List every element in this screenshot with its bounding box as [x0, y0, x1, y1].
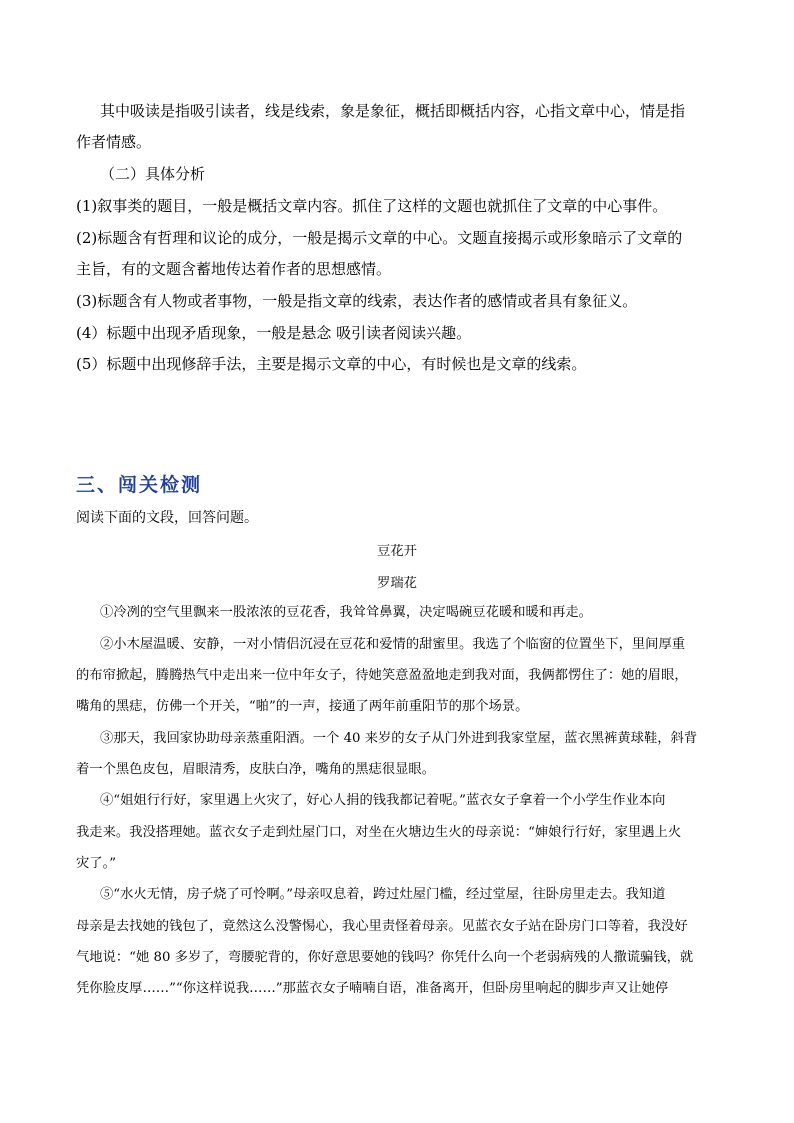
analysis-item-2: (2)标题含有哲理和议论的成分，一般是揭示文章的中心。文题直接揭示或形象暗示了文章的: [76, 229, 683, 247]
story-line: 嘴角的黑痣，仿佛一个开关，“啪”的一声，接通了两年前重阳节的那个场景。: [76, 699, 529, 714]
story-line: 的布帘掀起，腾腾热气中走出来一位中年女子，待她笑意盈盈地走到我对面，我俩都愣住了：她的眉眼，: [76, 668, 688, 683]
analysis-item-5: (5）标题中出现修辞手法，主要是揭示文章的中心，有时候也是文章的线索。: [76, 355, 587, 373]
story-line: ①冷冽的空气里飘来一股浓浓的豆花香，我耸耸鼻翼，决定喝碗豆花暖和暖和再走。: [100, 605, 592, 620]
intro-line-1: 其中吸读是指吸引读者，线是线索，象是象征，概括即概括内容，心指文章中心，情是指: [100, 102, 686, 120]
section-heading: 三、闯关检测: [76, 474, 203, 496]
story-title: 豆花开: [377, 544, 417, 559]
story-line: 着一个黑色皮包，眉眼清秀，皮肤白净，嘴角的黑痣很显眼。: [76, 762, 436, 777]
story-line: 母亲是去找她的钱包了，竟然这么没警惕心，我心里责怪着母亲。见蓝衣女子站在卧房门口等着，我没好: [76, 919, 688, 934]
analysis-item-4: (4）标题中出现矛盾现象，一般是悬念 吸引读者阅读兴趣。: [76, 324, 472, 342]
story-line: ②小木屋温暖、安静，一对小情侣沉浸在豆花和爱情的甜蜜里。我选了个临窗的位置坐下，里间厚重: [100, 637, 686, 652]
story-line: ④“姐姐行行好，家里遇上火灾了，好心人捐的钱我都记着呢。”蓝衣女子拿着一个小学生作业本向: [100, 793, 666, 808]
story-author: 罗瑞花: [377, 576, 417, 591]
story-line: 气地说：“她 80 多岁了，弯腰驼背的，你好意思要她的钱吗？你凭什么向一个老弱病残的人撒谎骗钱，就: [76, 950, 694, 965]
analysis-item-1: (1)叙事类的题目，一般是概括文章内容。抓住了这样的文题也就抓住了文章的中心事件。: [76, 197, 668, 215]
story-line: 凭你脸皮厚……”“你这样说我……”那蓝衣女子喃喃自语，准备离开，但卧房里响起的脚步声又让她停: [76, 981, 669, 996]
story-line: ③那天，我回家协助母亲蒸重阳酒。一个 40 来岁的女子从门外进到我家堂屋，蓝衣黑裤黄球鞋，斜背: [100, 731, 698, 746]
analysis-subheading: （二）具体分析: [100, 165, 206, 183]
intro-line-2: 作者情感。: [76, 133, 152, 151]
story-line: 灾了。”: [76, 856, 117, 871]
story-line: ⑤“水火无情，房子烧了可怜啊。”母亲叹息着，跨过灶屋门槛，经过堂屋，往卧房里走去。我知道: [100, 887, 666, 902]
analysis-item-3: (3)标题含有人物或者事物，一般是指文章的线索，表达作者的感情或者具有象征义。: [76, 292, 638, 310]
section-instruction: 阅读下面的文段，回答问题。: [76, 510, 258, 526]
story-line: 我走来。我没搭理她。蓝衣女子走到灶屋门口，对坐在火塘边生火的母亲说：“婶娘行行好，家里遇上火: [76, 825, 682, 840]
analysis-item-2-cont: 主旨，有的文题含蓄地传达着作者的思想感情。: [76, 260, 392, 278]
